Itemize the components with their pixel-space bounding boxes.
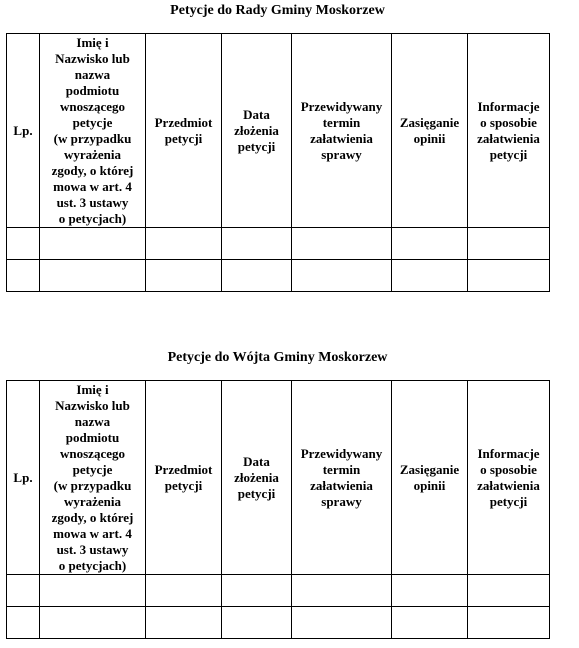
- header-text-line: o petycjach): [58, 210, 127, 226]
- table-cell-lp: [7, 228, 40, 260]
- table-cell-expected-deadline: [292, 607, 392, 639]
- header-text-line: sprawy: [321, 493, 362, 509]
- wojt-table-title: Petycje do Wójta Gminy Moskorzew: [167, 350, 388, 365]
- header-text-line: (w przypadku: [53, 130, 132, 146]
- column-header-lp: [7, 381, 40, 575]
- table-cell-opinion-seeking: [392, 575, 468, 607]
- header-text-line: Przedmiot: [154, 114, 213, 130]
- header-text-line: wyrażenia: [63, 493, 122, 509]
- header-text-line: złożenia: [234, 469, 279, 485]
- table-cell-lp: [7, 575, 40, 607]
- column-header-subject: [146, 34, 222, 228]
- header-row: [7, 381, 550, 575]
- table-cell-petitioner-name: [40, 260, 146, 292]
- column-header-petitioner-name: [40, 381, 146, 575]
- header-text-line: zgody, o której: [51, 162, 134, 178]
- header-text-line: Przedmiot: [154, 461, 213, 477]
- table-cell-subject: [146, 575, 222, 607]
- table-cell-expected-deadline: [292, 575, 392, 607]
- header-text-line: wnoszącego: [60, 98, 125, 114]
- header-text-line: petycje: [72, 114, 113, 130]
- header-row: [7, 34, 550, 228]
- wojt-petitions-table: [6, 380, 550, 639]
- table-cell-lp: [7, 607, 40, 639]
- header-text-line: petycji: [237, 485, 276, 501]
- header-text-line: nazwa: [74, 413, 111, 429]
- header-text-line: Nazwisko lub: [55, 50, 130, 66]
- table-cell-opinion-seeking: [392, 607, 468, 639]
- header-text-line: Imię i: [76, 381, 109, 397]
- table-cell-subject: [146, 228, 222, 260]
- column-header-subject: [146, 381, 222, 575]
- table-cell-submission-date: [222, 260, 292, 292]
- table-cell-resolution-info: [468, 607, 550, 639]
- header-text-line: Informacje: [477, 98, 540, 114]
- table-cell-resolution-info: [468, 575, 550, 607]
- header-text-line: petycji: [164, 130, 203, 146]
- column-header-resolution-info: [468, 34, 550, 228]
- header-text-line: ust. 3 ustawy: [56, 541, 129, 557]
- column-header-expected-deadline: [292, 381, 392, 575]
- table-row: [7, 607, 550, 639]
- header-text-line: termin: [322, 114, 361, 130]
- header-text-line: załatwienia: [310, 130, 373, 146]
- header-text-line: Przewidywany: [300, 445, 383, 461]
- header-text-line: ust. 3 ustawy: [56, 194, 129, 210]
- header-text-line: petycji: [164, 477, 203, 493]
- table-cell-resolution-info: [468, 260, 550, 292]
- table-cell-opinion-seeking: [392, 260, 468, 292]
- table-row: [7, 228, 550, 260]
- table-cell-lp: [7, 260, 40, 292]
- column-header-resolution-info: [468, 381, 550, 575]
- table-cell-petitioner-name: [40, 575, 146, 607]
- header-text-line: Imię i: [76, 34, 109, 50]
- rada-petitions-table: [6, 33, 550, 292]
- header-text-line: nazwa: [74, 66, 111, 82]
- header-text-line: (w przypadku: [53, 477, 132, 493]
- header-text-line: Data: [243, 106, 270, 122]
- header-text-line: o petycjach): [58, 557, 127, 573]
- header-text-line: zgody, o której: [51, 509, 134, 525]
- header-text-line: Data: [243, 453, 270, 469]
- header-text-line: mowa w art. 4: [53, 525, 132, 541]
- header-text-line: petycje: [72, 461, 113, 477]
- table-cell-submission-date: [222, 607, 292, 639]
- header-text-line: o sposobie: [480, 114, 537, 130]
- table-cell-submission-date: [222, 575, 292, 607]
- header-text-line: Lp.: [13, 122, 33, 138]
- header-text-line: załatwienia: [477, 130, 540, 146]
- header-text-line: złożenia: [234, 122, 279, 138]
- table-cell-resolution-info: [468, 228, 550, 260]
- column-header-opinion-seeking: [392, 381, 468, 575]
- table-cell-opinion-seeking: [392, 228, 468, 260]
- table-cell-petitioner-name: [40, 228, 146, 260]
- table-cell-expected-deadline: [292, 228, 392, 260]
- header-text-line: Nazwisko lub: [55, 397, 130, 413]
- table-cell-subject: [146, 260, 222, 292]
- column-header-petitioner-name: [40, 34, 146, 228]
- table-cell-expected-deadline: [292, 260, 392, 292]
- column-header-submission-date: [222, 381, 292, 575]
- table-cell-submission-date: [222, 228, 292, 260]
- header-text-line: o sposobie: [480, 461, 537, 477]
- header-text-line: petycji: [489, 493, 528, 509]
- header-text-line: Przewidywany: [300, 98, 383, 114]
- header-text-line: Lp.: [13, 469, 33, 485]
- column-header-expected-deadline: [292, 34, 392, 228]
- table-cell-petitioner-name: [40, 607, 146, 639]
- header-text-line: opinii: [413, 130, 446, 146]
- header-text-line: petycji: [237, 138, 276, 154]
- header-text-line: mowa w art. 4: [53, 178, 132, 194]
- table-cell-subject: [146, 607, 222, 639]
- header-text-line: podmiotu: [65, 429, 120, 445]
- header-text-line: załatwienia: [310, 477, 373, 493]
- header-text-line: termin: [322, 461, 361, 477]
- table-row: [7, 260, 550, 292]
- header-text-line: Zasięganie: [399, 461, 460, 477]
- column-header-submission-date: [222, 34, 292, 228]
- rada-table-title: Petycje do Rady Gminy Moskorzew: [170, 3, 385, 18]
- header-text-line: podmiotu: [65, 82, 120, 98]
- header-text-line: petycji: [489, 146, 528, 162]
- header-text-line: sprawy: [321, 146, 362, 162]
- header-text-line: Informacje: [477, 445, 540, 461]
- header-text-line: załatwienia: [477, 477, 540, 493]
- header-text-line: wyrażenia: [63, 146, 122, 162]
- column-header-lp: [7, 34, 40, 228]
- header-text-line: wnoszącego: [60, 445, 125, 461]
- header-text-line: opinii: [413, 477, 446, 493]
- header-text-line: Zasięganie: [399, 114, 460, 130]
- column-header-opinion-seeking: [392, 34, 468, 228]
- table-row: [7, 575, 550, 607]
